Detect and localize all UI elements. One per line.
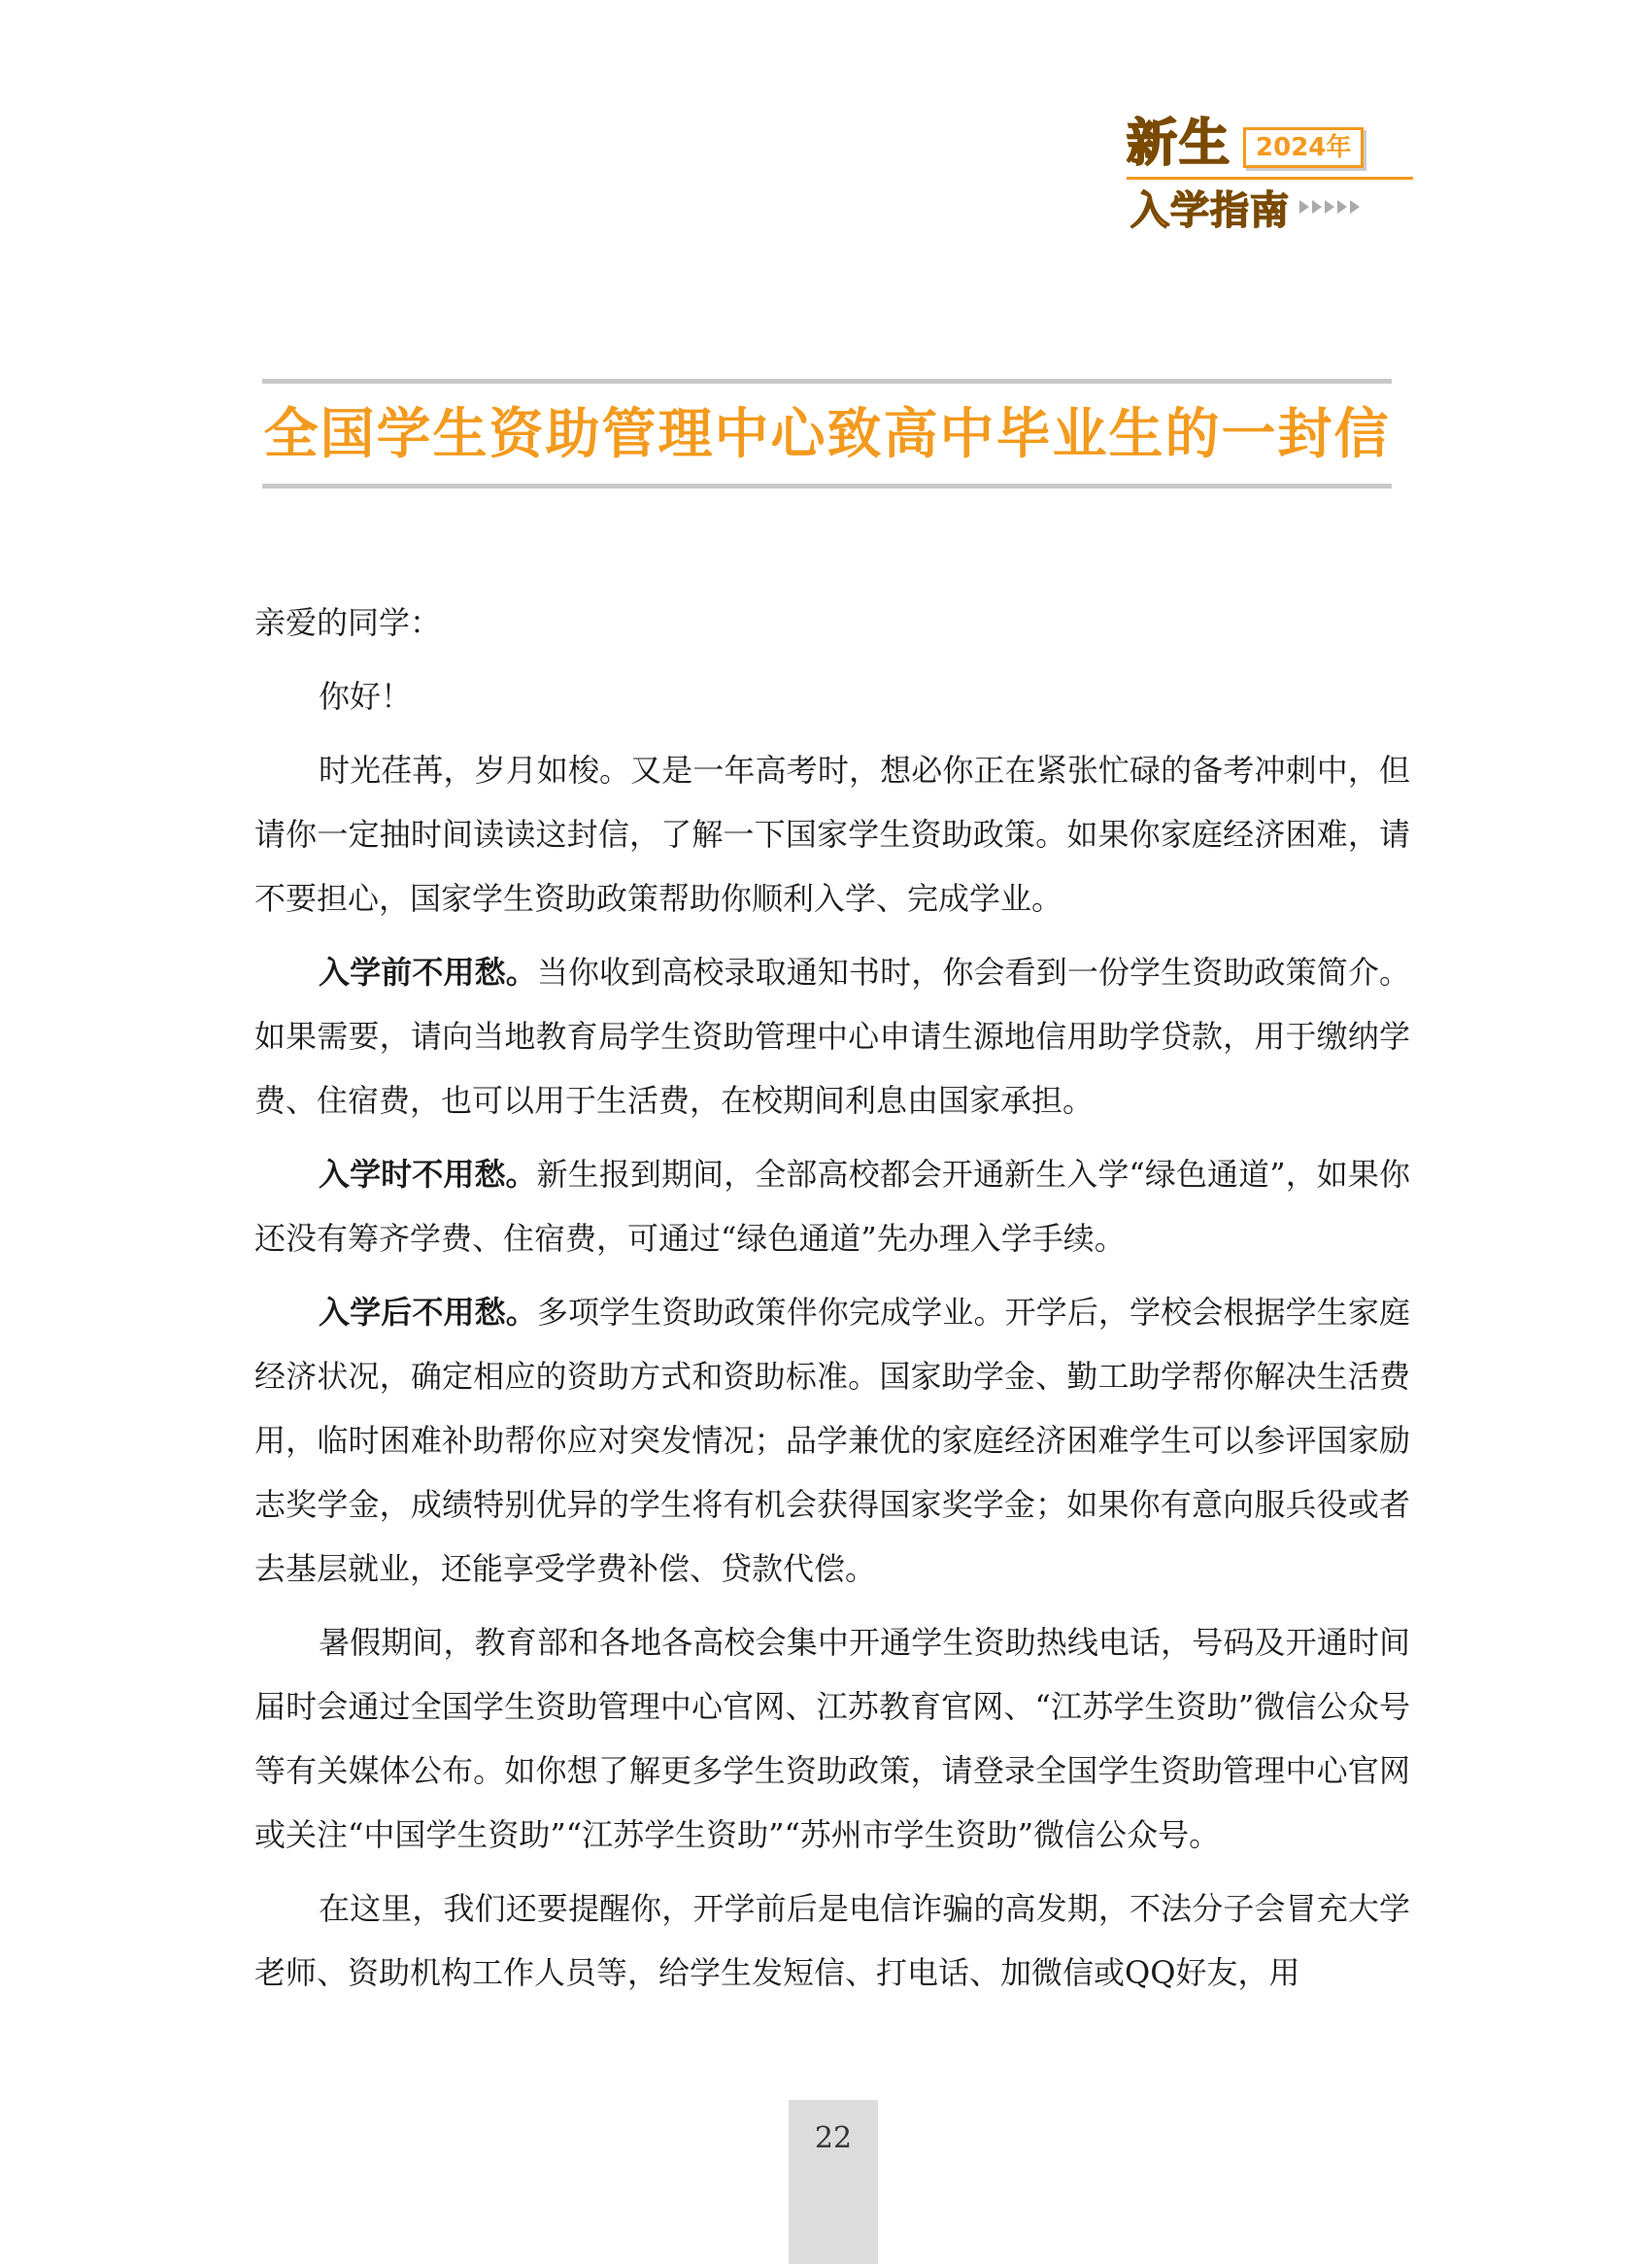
title-rule-top (262, 379, 1392, 384)
page-number-tab (789, 2100, 878, 2264)
title-rule-bottom (262, 484, 1392, 489)
page-title: 全国学生资助管理中心致高中毕业生的一封信 (263, 402, 1391, 466)
arrows-icon (1299, 200, 1360, 214)
logo-guide-text: 入学指南 (1130, 187, 1290, 233)
logo-bottom-row (1130, 183, 1360, 231)
paragraph-hotline: 暑假期间，教育部和各地各高校会集中开通学生资助热线电话，号码及开通时间届时会通过全国学生资助管理中心官网、江苏教育官网、“江苏学生资助”微信公众号等有关媒体公布。如你想了解更多学生资助政策，请登录全国学生资助管理中心官网或关注“中国学生资助”“江苏学生资助”“苏州市学生资助”微信公众号。 (254, 1624, 1410, 1853)
salutation: 亲爱的同学： (254, 604, 442, 641)
logo-year-badge: 2024年 (1243, 127, 1364, 168)
lead-before-enrollment: 入学前不用愁。 (319, 954, 537, 991)
paragraph-during-enrollment (254, 1142, 1410, 1270)
logo-top-row (1127, 115, 1364, 173)
guide-logo (1127, 115, 1413, 231)
paragraph-before-enrollment (254, 940, 1410, 1132)
paragraph-intro: 时光荏苒，岁月如梭。又是一年高考时，想必你正在紧张忙碌的备考冲刺中，但请你一定抽时间读读这封信，了解一下国家学生资助政策。如果你家庭经济困难，请不要担心，国家学生资助政策帮助你顺利入学、完成学业。 (254, 752, 1410, 917)
logo-xinsheng: 新生 (1127, 115, 1232, 173)
lead-during-enrollment: 入学时不用愁。 (319, 1156, 537, 1193)
greeting: 你好！ (319, 678, 413, 715)
text-before-enrollment: 当你收到高校录取通知书时，你会看到一份学生资助政策简介。如果需要，请向当地教育局学生资助管理中心申请生源地信用助学贷款，用于缴纳学费、住宿费，也可以用于生活费，在校期间利息由国家承担。 (254, 954, 1410, 1119)
text-after-enrollment: 多项学生资助政策伴你完成学业。开学后，学校会根据学生家庭经济状况，确定相应的资助方式和资助标准。国家助学金、勤工助学帮你解决生活费用，临时困难补助帮你应对突发情况；品学兼优的家庭经济困难学生可以参评国家励志奖学金，成绩特别优异的学生将有机会获得国家奖学金；如果你有意向服兵役或者去基层就业，还能享受学费补偿、贷款代偿。 (254, 1294, 1410, 1587)
text-during-enrollment: 新生报到期间，全部高校都会开通新生入学“绿色通道”，如果你还没有筹齐学费、住宿费，可通过“绿色通道”先办理入学手续。 (254, 1156, 1410, 1257)
paragraph-fraud-warning: 在这里，我们还要提醒你，开学前后是电信诈骗的高发期，不法分子会冒充大学老师、资助机构工作人员等，给学生发短信、打电话、加微信或QQ好友，用 (254, 1890, 1410, 1991)
paragraph-after-enrollment (254, 1280, 1410, 1601)
lead-after-enrollment: 入学后不用愁。 (319, 1294, 537, 1331)
page-number: 22 (814, 2121, 853, 2155)
letter-body (254, 591, 1410, 2005)
